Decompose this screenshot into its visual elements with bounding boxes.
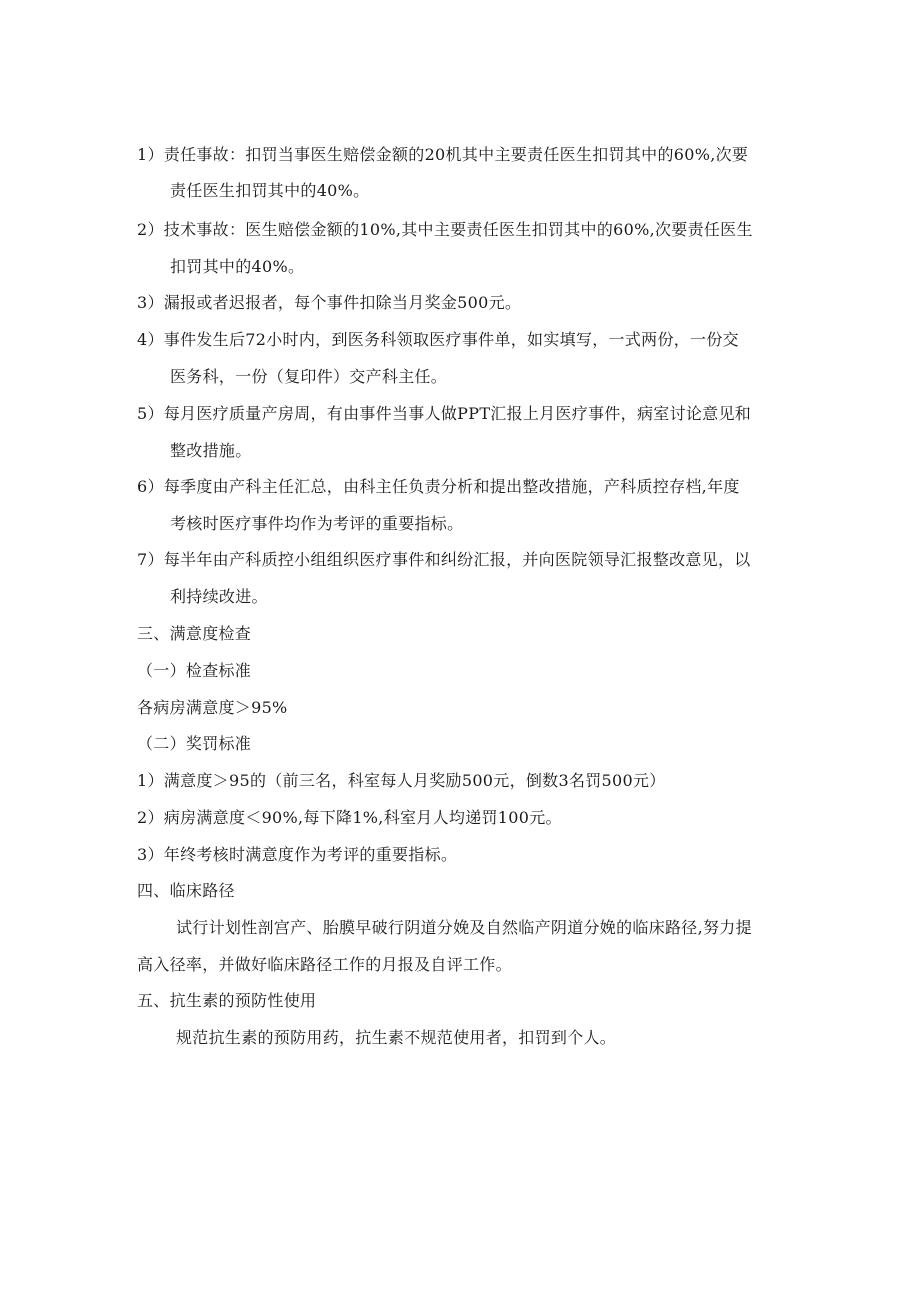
item-text: 每月医疗质量产房周，有由事件当事人做PPT汇报上月医疗事件，病室讨论意见和 xyxy=(163,404,752,423)
item-text: 漏报或者迟报者，每个事件扣除当月奖金500元。 xyxy=(163,293,522,312)
item-number: 4） xyxy=(137,330,164,349)
list-item-2-continuation: 扣罚其中的40%。 xyxy=(170,257,305,276)
list-item-6-continuation: 考核时医疗事件均作为考评的重要指标。 xyxy=(170,514,464,533)
list-item-5-continuation: 整改措施。 xyxy=(170,441,252,460)
list-item-5 xyxy=(137,404,787,424)
reward-item-1: 1）满意度＞95的（前三名，科室每人月奖励500元，倒数3名罚500元） xyxy=(137,771,666,790)
section-heading-satisfaction: 三、满意度检查 xyxy=(137,624,252,643)
item-number: 2） xyxy=(137,220,164,239)
list-item-7 xyxy=(137,550,787,570)
subheading-inspection-standard: （一）检查标准 xyxy=(137,661,252,680)
list-item-4 xyxy=(137,330,787,350)
item-number: 6） xyxy=(137,477,164,496)
item-number: 5） xyxy=(137,404,164,423)
antibiotics-paragraph: 规范抗生素的预防用药，抗生素不规范使用者，扣罚到个人。 xyxy=(176,1028,617,1047)
item-text: 责任事故：扣罚当事医生赔偿金额的20机其中主要责任医生扣罚其中的60%,次要 xyxy=(163,145,749,164)
item-text: 每半年由产科质控小组组织医疗事件和纠纷汇报，并向医院领导汇报整改意见，以 xyxy=(163,550,751,569)
list-item-4-continuation: 医务科，一份（复印件）交产科主任。 xyxy=(170,367,448,386)
list-item-3 xyxy=(137,293,787,313)
clinical-pathway-paragraph-line-2: 高入径率，并做好临床路径工作的月报及自评工作。 xyxy=(137,955,512,974)
list-item-6 xyxy=(137,477,787,497)
item-number: 3） xyxy=(137,293,164,312)
reward-item-3: 3）年终考核时满意度作为考评的重要指标。 xyxy=(137,845,458,864)
item-text: 事件发生后72小时内，到医务科领取医疗事件单，如实填写，一式两份，一份交 xyxy=(163,330,739,349)
item-number: 7） xyxy=(137,550,164,569)
list-item-1-continuation: 责任医生扣罚其中的40%。 xyxy=(170,181,370,200)
item-text: 每季度由产科主任汇总，由科主任负责分析和提出整改措施，产科质控存档,年度 xyxy=(163,477,740,496)
list-item-1 xyxy=(137,145,787,165)
section-heading-antibiotics: 五、抗生素的预防性使用 xyxy=(137,991,317,1010)
item-text: 技术事故：医生赔偿金额的10%,其中主要责任医生扣罚其中的60%,次要责任医生 xyxy=(163,220,753,239)
section-heading-clinical-pathway: 四、临床路径 xyxy=(137,881,235,900)
list-item-2 xyxy=(137,220,787,240)
standard-text: 各病房满意度＞95% xyxy=(137,698,288,717)
subheading-reward-penalty: （二）奖罚标准 xyxy=(137,734,252,753)
reward-item-2: 2）病房满意度＜90%,每下降1%,科室月人均递罚100元。 xyxy=(137,808,562,827)
clinical-pathway-paragraph-line-1: 试行计划性剖宫产、胎膜早破行阴道分娩及自然临产阴道分娩的临床路径,努力提 xyxy=(176,918,752,937)
list-item-7-continuation: 利持续改进。 xyxy=(170,587,268,606)
item-number: 1） xyxy=(137,145,164,164)
